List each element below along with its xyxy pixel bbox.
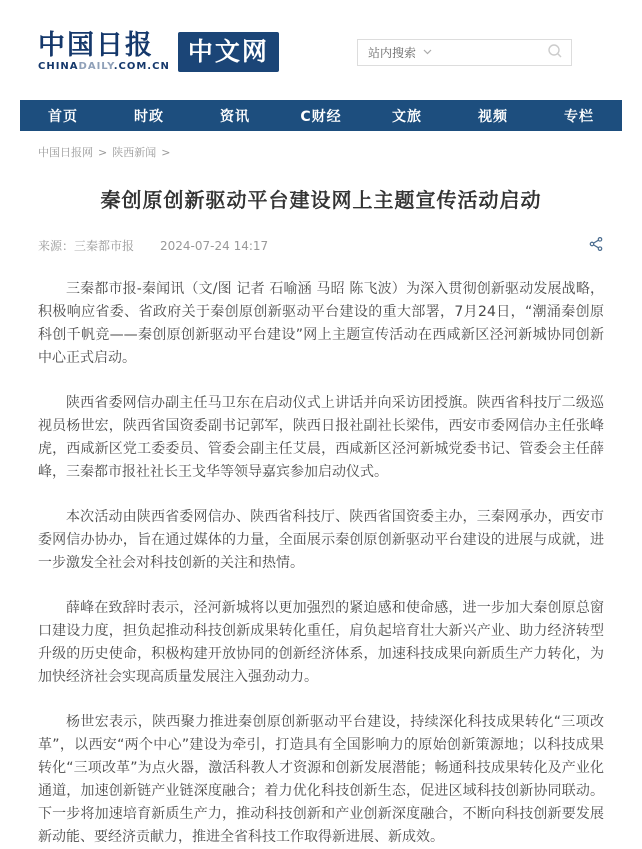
logo-site-badge: 中文网 bbox=[178, 32, 279, 72]
nav-item-finance[interactable]: C财经 bbox=[300, 108, 342, 125]
breadcrumb-section-link[interactable]: 陕西新闻 bbox=[112, 146, 157, 159]
search-button[interactable] bbox=[547, 43, 563, 62]
article-datetime: 2024-07-24 14:17 bbox=[160, 238, 269, 253]
logo-calligraphy-text: 中国日报 bbox=[38, 30, 154, 61]
breadcrumb-separator: > bbox=[161, 145, 171, 159]
search-input[interactable] bbox=[438, 40, 541, 65]
site-header bbox=[0, 0, 642, 100]
share-icon bbox=[588, 236, 604, 255]
nav-item-video[interactable]: 视频 bbox=[478, 108, 508, 125]
nav-item-news[interactable]: 资讯 bbox=[220, 108, 250, 125]
article-source: 来源：三秦都市报 bbox=[38, 239, 135, 253]
article-meta bbox=[38, 236, 604, 255]
nav-item-columns[interactable]: 专栏 bbox=[564, 108, 594, 125]
article bbox=[0, 187, 642, 849]
article-title: 秦创原创新驱动平台建设网上主题宣传活动启动 bbox=[100, 188, 542, 212]
article-paragraph: 本次活动由陕西省委网信办、陕西省科技厅、陕西省国资委主办，三秦网承办，西安市委网信办协办，旨在通过媒体的力量，全面展示秦创原创新驱动平台建设的进展与成就，进一步激发全社会对科技创新的关注和热情。 bbox=[38, 509, 604, 571]
search-icon bbox=[547, 43, 563, 62]
search-scope-select[interactable] bbox=[368, 44, 432, 61]
chevron-down-icon bbox=[423, 49, 432, 55]
search-scope-label: 站内搜索 bbox=[368, 45, 417, 60]
breadcrumb bbox=[0, 131, 642, 160]
logo-wordmark bbox=[38, 32, 170, 72]
breadcrumb-home-link[interactable]: 中国日报网 bbox=[38, 146, 93, 159]
breadcrumb-separator: > bbox=[98, 145, 108, 159]
main-nav bbox=[20, 100, 622, 131]
logo-domain-text: CHINADAILY.COM.CN bbox=[38, 61, 170, 72]
site-search-box bbox=[357, 39, 572, 66]
article-paragraph: 杨世宏表示，陕西聚力推进秦创原创新驱动平台建设，持续深化科技成果转化“三项改革”，以西安“两个中心”建设为牵引，打造具有全国影响力的原始创新策源地；以科技成果转化“三项改革”为点火器，激活科教人才资源和创新发展潜能；畅通科技成果转化及产业化通道，加速创新链产业链深度融合；着力优化科技创新生态，促进区域科技创新协同联动。下一步将加速培育新质生产力，推动科技创新和产业创新深度融合，不断向科技创新要发展新动能、要经济贡献力，推进全省科技工作取得新进展、新成效。 bbox=[38, 714, 604, 845]
article-body bbox=[38, 278, 604, 849]
chinadaily-logo[interactable] bbox=[38, 32, 279, 72]
share-button[interactable] bbox=[588, 236, 604, 255]
nav-item-culture-tourism[interactable]: 文旅 bbox=[392, 108, 422, 125]
article-paragraph: 陕西省委网信办副主任马卫东在启动仪式上讲话并向采访团授旗。陕西省科技厅二级巡视员杨世宏，陕西省国资委副书记郭军，陕西日报社副社长梁伟，西安市委网信办主任张峰虎，西咸新区党工委委员、管委会副主任艾晨，西咸新区泾河新城党委书记、管委会主任薛峰，三秦都市报社社长王戈华等领导嘉宾参加启动仪式。 bbox=[38, 395, 604, 480]
nav-item-home[interactable]: 首页 bbox=[48, 108, 78, 125]
article-paragraph: 薛峰在致辞时表示，泾河新城将以更加强烈的紧迫感和使命感，进一步加大秦创原总窗口建设力度，担负起推动科技创新成果转化重任，肩负起培育壮大新兴产业、助力经济转型升级的历史使命，积极构建开放协同的创新经济体系，加速科技成果向新质生产力转化，为加快经济社会实现高质量发展注入强劲动力。 bbox=[38, 600, 604, 685]
article-paragraph: 三秦都市报-秦闻讯（文/图 记者 石喻涵 马昭 陈飞波）为深入贯彻创新驱动发展战略，积极响应省委、省政府关于秦创原创新驱动平台建设的重大部署，7月24日，“潮涌秦创原 科创千帆竞——秦创原创新驱动平台建设”网上主题宣传活动在西咸新区泾河新城协同创新中心正式启动。 bbox=[38, 281, 604, 366]
nav-item-politics[interactable]: 时政 bbox=[134, 108, 164, 125]
